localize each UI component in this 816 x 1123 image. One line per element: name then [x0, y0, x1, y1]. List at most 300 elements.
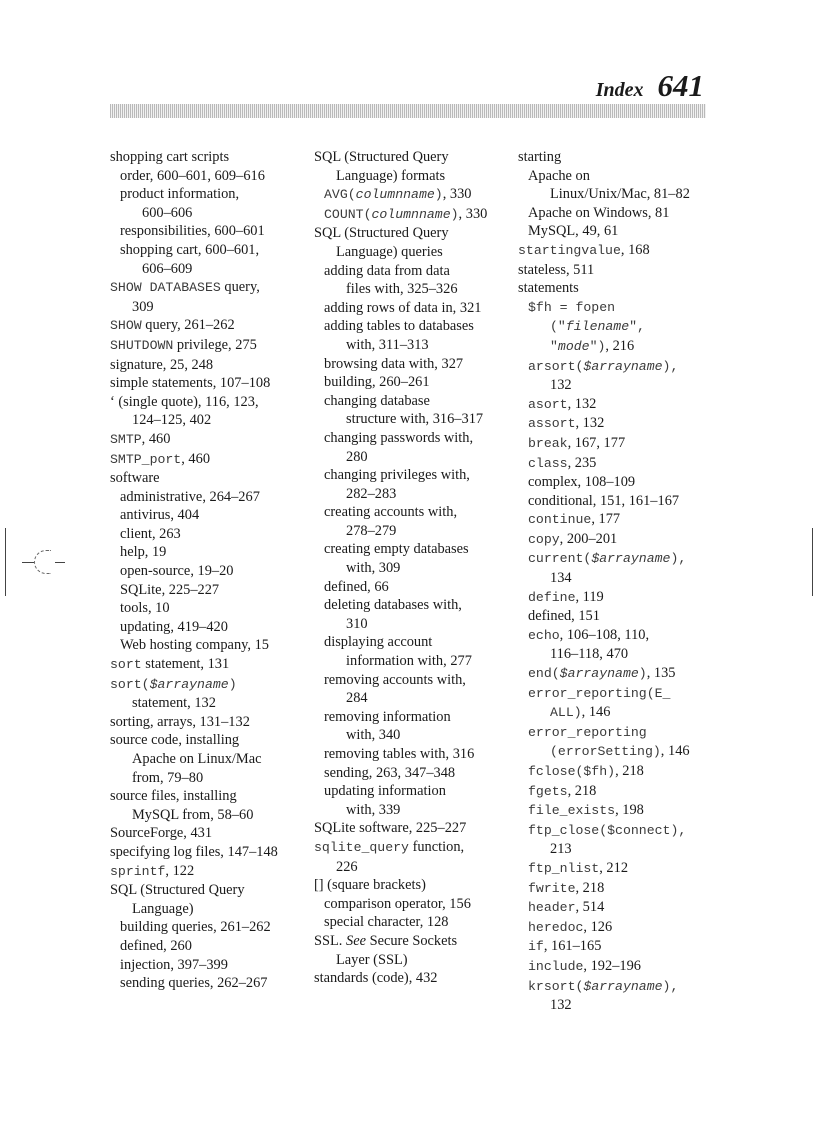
index-subentry: [518, 918, 728, 938]
entry-text: , 146: [660, 743, 690, 760]
code-term: $arrayname: [149, 676, 229, 692]
entry-text: Apache on Linux/Mac: [132, 751, 262, 767]
entry-text: , 168: [620, 241, 650, 258]
index-entry: [110, 148, 310, 167]
index-entry-continuation: [314, 280, 510, 299]
entry-text: source files, installing: [110, 788, 237, 805]
code-term: $arrayname: [583, 978, 663, 994]
index-entry-continuation: [518, 703, 728, 723]
entry-text: statement, 132: [132, 695, 216, 712]
index-subentry: [110, 543, 310, 562]
entry-text: building, 260–261: [324, 374, 430, 391]
code-term: SHUTDOWN: [110, 337, 174, 353]
entry-text: specifying log files, 147–148: [110, 843, 278, 860]
index-subentry: [110, 525, 310, 544]
index-subentry: [314, 745, 510, 764]
entry-text: help, 19: [120, 544, 167, 561]
entry-text: updating information: [324, 783, 446, 800]
index-subentry: [110, 937, 310, 956]
entry-text: files with, 325–326: [346, 281, 458, 298]
code-term: $fh = fopen: [528, 299, 616, 315]
index-entry: [110, 316, 310, 336]
entry-text: updating, 419–420: [120, 618, 228, 635]
index-subentry: [314, 708, 510, 727]
code-term: sort(: [110, 676, 150, 692]
index-subentry: [314, 540, 510, 559]
entry-text: changing database: [324, 392, 430, 409]
code-term: $arrayname: [583, 358, 663, 374]
entry-text: sending queries, 262–267: [120, 975, 268, 992]
entry-text: , 212: [599, 859, 629, 876]
code-term: if: [528, 939, 544, 955]
entry-text: defined, 151: [528, 608, 600, 625]
entry-text: , 161–165: [543, 938, 602, 955]
entry-text: function,: [408, 838, 465, 855]
entry-text: 278–279: [346, 522, 397, 539]
entry-text: 309: [132, 298, 154, 315]
entry-text: ‘ (single quote), 116, 123,: [110, 393, 259, 410]
code-term: columnname: [355, 187, 435, 203]
entry-text: changing privileges with,: [324, 467, 470, 484]
code-term: sqlite_query: [314, 839, 409, 855]
entry-text: defined, 260: [120, 937, 192, 954]
entry-text: , 132: [567, 395, 597, 412]
entry-text: 282–283: [346, 485, 397, 502]
entry-text: product information,: [120, 186, 240, 203]
entry-text: structure with, 316–317: [346, 411, 484, 428]
entry-text: SourceForge, 431: [110, 825, 213, 842]
entry-text: software: [110, 470, 160, 487]
index-entry: [518, 241, 728, 261]
entry-text: adding data from data: [324, 262, 450, 279]
index-entry: [518, 148, 728, 167]
entry-text: tools, 10: [120, 600, 170, 617]
code-term: ),: [662, 358, 679, 374]
code-term: ",: [629, 319, 645, 335]
entry-text: , 460: [181, 450, 211, 467]
entry-text: SQL (Structured Query: [110, 882, 245, 899]
entry-text: , 122: [165, 862, 195, 879]
code-term: SHOW: [110, 318, 142, 334]
entry-text: privilege, 275: [173, 336, 257, 353]
code-term: SMTP: [110, 431, 142, 447]
entry-text: , 177: [591, 511, 621, 528]
index-entry-continuation: [110, 750, 310, 769]
index-entry-continuation: [314, 167, 510, 186]
index-subentry: [110, 506, 310, 525]
index-subentry: [314, 596, 510, 615]
code-term: sprintf: [110, 863, 166, 879]
entry-text: Linux/Unix/Mac, 81–82: [550, 186, 690, 203]
index-entry: [110, 787, 310, 806]
index-entry-continuation: [314, 559, 510, 578]
entry-text: with, 309: [346, 560, 401, 577]
entry-text: starting: [518, 149, 562, 165]
index-subentry: [110, 918, 310, 937]
entry-text: query,: [220, 279, 260, 296]
entry-text: creating empty databases: [324, 541, 469, 558]
index-entry-continuation: [314, 336, 510, 355]
index-entry-continuation: [518, 185, 728, 204]
entry-text: , 135: [646, 665, 676, 682]
index-subentry: [518, 530, 728, 550]
entry-text: Apache on: [528, 167, 590, 184]
code-term: heredoc: [528, 919, 584, 935]
entry-text: , 200–201: [559, 530, 618, 547]
code-term: "): [589, 338, 606, 354]
index-entry-continuation: [110, 769, 310, 788]
entry-text: , 167, 177: [567, 434, 626, 451]
entry-text: displaying account: [324, 634, 433, 651]
code-term: header: [528, 900, 576, 916]
entry-text: 132: [550, 997, 572, 1014]
entry-text: 213: [550, 841, 572, 858]
index-subentry: [110, 185, 310, 204]
index-entry-continuation: [110, 411, 310, 430]
index-subentry: [518, 957, 728, 977]
index-entry-continuation: [314, 522, 510, 541]
index-entry: [314, 838, 510, 858]
index-entry-continuation: [110, 204, 310, 223]
entry-text: special character, 128: [324, 914, 449, 931]
entry-text: Layer (SSL): [336, 951, 408, 968]
index-subentry: [518, 607, 728, 626]
entry-text: , 106–108, 110,: [559, 626, 650, 643]
index-entry: [110, 675, 310, 695]
code-term: ),: [662, 978, 679, 994]
entry-text: , 235: [567, 454, 597, 471]
entry-text: SQL (Structured Query: [314, 225, 449, 242]
index-entry: [110, 356, 310, 375]
index-entry: [110, 393, 310, 412]
entry-text: conditional, 151, 161–167: [528, 492, 680, 509]
code-term: continue: [528, 512, 592, 528]
entry-text: Web hosting company, 15: [120, 637, 269, 654]
index-entry-continuation: [314, 801, 510, 820]
index-subentry: [110, 636, 310, 655]
index-subentry: [314, 466, 510, 485]
entry-text: stateless, 511: [518, 261, 595, 278]
entry-text: order, 600–601, 609–616: [120, 167, 265, 184]
code-term: SMTP_port: [110, 451, 182, 467]
code-term: class: [528, 455, 568, 471]
entry-text: , 218: [567, 782, 597, 799]
entry-text: [] (square brackets): [314, 877, 426, 894]
entry-text: Language): [132, 900, 194, 917]
code-term: ftp_close($connect),: [528, 822, 687, 838]
index-subentry: [314, 392, 510, 411]
entry-text: , 218: [615, 763, 644, 779]
code-term: file_exists: [528, 803, 616, 819]
index-entry-continuation: [518, 317, 728, 337]
index-entry-continuation: [110, 694, 310, 713]
code-term: arsort(: [528, 358, 584, 374]
entry-text: , 146: [581, 704, 611, 721]
index-entry: [110, 336, 310, 356]
index-entry: [110, 731, 310, 750]
index-subentry: [314, 895, 510, 914]
entry-text: , 460: [141, 430, 171, 447]
index-entry: [110, 374, 310, 393]
code-term: mode: [557, 338, 590, 354]
index-subentry: [518, 684, 728, 704]
index-subentry: [518, 222, 728, 241]
code-term: ): [434, 187, 443, 203]
entry-text: 280: [346, 448, 368, 465]
entry-text: , 132: [575, 415, 605, 432]
index-subentry: [518, 977, 728, 997]
index-subentry: [518, 664, 728, 684]
code-term: include: [528, 958, 584, 974]
index-subentry: [518, 723, 728, 743]
entry-text: 606–609: [142, 260, 193, 277]
entry-text: browsing data with, 327: [324, 355, 464, 372]
index-subentry: [518, 473, 728, 492]
entry-text: , 330: [442, 186, 472, 203]
entry-text: open-source, 19–20: [120, 563, 234, 580]
entry-text: SQLite software, 225–227: [314, 820, 467, 837]
index-subentry: [314, 429, 510, 448]
code-term: (": [550, 319, 566, 335]
index-subentry: [518, 434, 728, 454]
index-subentry: [518, 626, 728, 646]
index-entry-continuation: [110, 900, 310, 919]
entry-text: , 218: [575, 879, 605, 896]
entry-text: injection, 397–399: [120, 956, 228, 973]
entry-text: changing passwords with,: [324, 429, 474, 446]
entry-text: MySQL from, 58–60: [132, 806, 254, 823]
index-entry-continuation: [518, 569, 728, 588]
index-subentry: [110, 581, 310, 600]
index-entry: [518, 279, 728, 298]
index-column-2: [314, 148, 510, 988]
index-subentry: [314, 355, 510, 374]
entry-text: SQL (Structured Query: [314, 149, 449, 165]
index-subentry: [518, 879, 728, 899]
entry-text: , 514: [575, 899, 605, 916]
entry-text: , 126: [583, 918, 613, 935]
entry-text: adding tables to databases: [324, 318, 474, 335]
index-subentry: [110, 599, 310, 618]
index-entry-continuation: [518, 996, 728, 1015]
index-entry-continuation: [314, 726, 510, 745]
entry-text: deleting databases with,: [324, 597, 462, 614]
index-entry: [110, 278, 310, 298]
index-subentry: [518, 821, 728, 841]
code-term: COUNT(: [324, 206, 372, 222]
index-entry-continuation: [518, 376, 728, 395]
crop-mark-right: [812, 528, 813, 596]
index-entry-continuation: [314, 485, 510, 504]
index-entry: [314, 819, 510, 838]
index-subentry: [314, 205, 510, 225]
entry-text: 226: [336, 858, 358, 875]
entry-text: responsibilities, 600–601: [120, 223, 265, 240]
entry-text: Secure Sockets: [365, 932, 458, 949]
entry-text: SQLite, 225–227: [120, 581, 220, 598]
running-head-label: Index: [595, 79, 644, 101]
entry-text: simple statements, 107–108: [110, 375, 271, 392]
index-subentry: [110, 974, 310, 993]
index-entry: [314, 224, 510, 243]
entry-text: information with, 277: [346, 653, 472, 670]
index-subentry: [110, 222, 310, 241]
entry-text: building queries, 261–262: [120, 919, 271, 936]
index-entry-continuation: [110, 806, 310, 825]
code-term: error_reporting: [528, 724, 647, 740]
index-subentry: [518, 782, 728, 802]
entry-text: signature, 25, 248: [110, 356, 214, 373]
index-entry: [110, 713, 310, 732]
index-subentry: [314, 764, 510, 783]
index-subentry: [314, 578, 510, 597]
index-entry-continuation: [518, 337, 728, 357]
index-entry-continuation: [110, 260, 310, 279]
code-term: fgets: [528, 783, 568, 799]
entry-text: , 192–196: [583, 957, 641, 974]
index-subentry: [314, 633, 510, 652]
index-entry-continuation: [518, 742, 728, 762]
entry-text: MySQL, 49, 61: [528, 223, 619, 240]
index-subentry: [518, 414, 728, 434]
index-subentry: [110, 241, 310, 260]
entry-text: 116–118, 470: [550, 646, 629, 663]
header-rule: [110, 104, 706, 118]
entry-text: source code, installing: [110, 732, 240, 749]
index-subentry: [518, 937, 728, 957]
entry-text: from, 79–80: [132, 769, 204, 786]
index-entry: [110, 655, 310, 675]
code-term: ALL): [550, 705, 582, 721]
code-term: echo: [528, 627, 560, 643]
index-entry: [518, 261, 728, 280]
index-subentry: [518, 549, 728, 569]
index-entry: [110, 430, 310, 450]
index-entry: [314, 969, 510, 988]
entry-text: Language) queries: [336, 243, 443, 260]
index-subentry: [518, 395, 728, 415]
code-term: fclose($fh): [528, 764, 616, 779]
index-subentry: [110, 562, 310, 581]
index-entry: [314, 876, 510, 895]
code-term: krsort(: [528, 978, 584, 994]
entry-text: shopping cart scripts: [110, 149, 230, 165]
index-entry-continuation: [518, 840, 728, 859]
entry-text: administrative, 264–267: [120, 488, 260, 505]
index-entry: [110, 843, 310, 862]
entry-text: removing tables with, 316: [324, 746, 475, 762]
code-term: ftp_nlist: [528, 860, 600, 876]
index-entry: [110, 469, 310, 488]
code-term: AVG(: [324, 187, 356, 203]
page-header: [596, 68, 704, 102]
entry-text: , 198: [615, 802, 644, 819]
index-subentry: [314, 299, 510, 318]
code-term: fwrite: [528, 880, 576, 896]
code-term: ),: [670, 551, 687, 567]
code-term: $arrayname: [591, 551, 671, 567]
index-subentry: [518, 762, 728, 782]
code-term: copy: [528, 531, 560, 547]
entry-text: SSL.: [314, 932, 346, 949]
index-subentry: [518, 898, 728, 918]
index-subentry: [518, 588, 728, 608]
index-entry-continuation: [314, 410, 510, 429]
entry-text: statement, 131: [141, 656, 230, 673]
index-subentry: [110, 956, 310, 975]
entry-text: , 330: [458, 205, 488, 222]
index-subentry: [518, 357, 728, 377]
entry-text: 600–606: [142, 204, 193, 221]
entry-text: with, 311–313: [346, 336, 429, 353]
entry-text: with, 339: [346, 801, 401, 818]
code-term: ): [450, 206, 459, 222]
index-entry-continuation: [314, 951, 510, 970]
entry-text: , 216: [605, 337, 635, 354]
index-column-3: [518, 148, 728, 1015]
entry-text: sending, 263, 347–348: [324, 764, 456, 781]
code-term: ": [550, 338, 558, 354]
index-entry: [314, 148, 510, 167]
index-entry: [110, 824, 310, 843]
index-entry-continuation: [314, 615, 510, 634]
entry-text: comparison operator, 156: [324, 895, 471, 912]
entry-text: client, 263: [120, 525, 181, 542]
index-entry-continuation: [314, 448, 510, 467]
index-subentry: [518, 801, 728, 821]
index-entry-continuation: [110, 298, 310, 317]
code-term: break: [528, 435, 568, 451]
index-subentry: [518, 204, 728, 223]
entry-text: removing information: [324, 708, 451, 725]
index-subentry: [518, 510, 728, 530]
index-subentry: [314, 262, 510, 281]
code-term: asort: [528, 396, 568, 412]
index-subentry: [314, 185, 510, 205]
index-subentry: [110, 618, 310, 637]
index-entry-continuation: [314, 858, 510, 877]
code-term: (errorSetting): [550, 744, 661, 760]
entry-text: 134: [550, 570, 572, 587]
code-term: columnname: [371, 206, 451, 222]
entry-text: 124–125, 402: [132, 412, 212, 429]
entry-text: removing accounts with,: [324, 671, 466, 688]
code-term: assort: [528, 416, 576, 432]
index-entry: [110, 881, 310, 900]
index-subentry: [314, 317, 510, 336]
code-term: sort: [110, 657, 142, 673]
entry-text: creating accounts with,: [324, 504, 458, 521]
index-entry: [314, 932, 510, 951]
index-column-1: [110, 148, 310, 993]
code-term: ): [228, 676, 237, 692]
entry-text: complex, 108–109: [528, 474, 636, 491]
index-subentry: [518, 859, 728, 879]
code-term: SHOW DATABASES: [110, 280, 221, 296]
code-term: error_reporting(E_: [528, 685, 671, 701]
index-subentry: [518, 454, 728, 474]
index-subentry: [314, 373, 510, 392]
index-subentry: [314, 503, 510, 522]
entry-text: defined, 66: [324, 578, 389, 595]
index-subentry: [314, 913, 510, 932]
entry-text: shopping cart, 600–601,: [120, 241, 260, 258]
index-entry-continuation: [314, 689, 510, 708]
code-term: filename: [565, 319, 630, 335]
index-subentry: [518, 298, 728, 318]
entry-text: 310: [346, 615, 368, 632]
entry-text: 132: [550, 377, 572, 394]
